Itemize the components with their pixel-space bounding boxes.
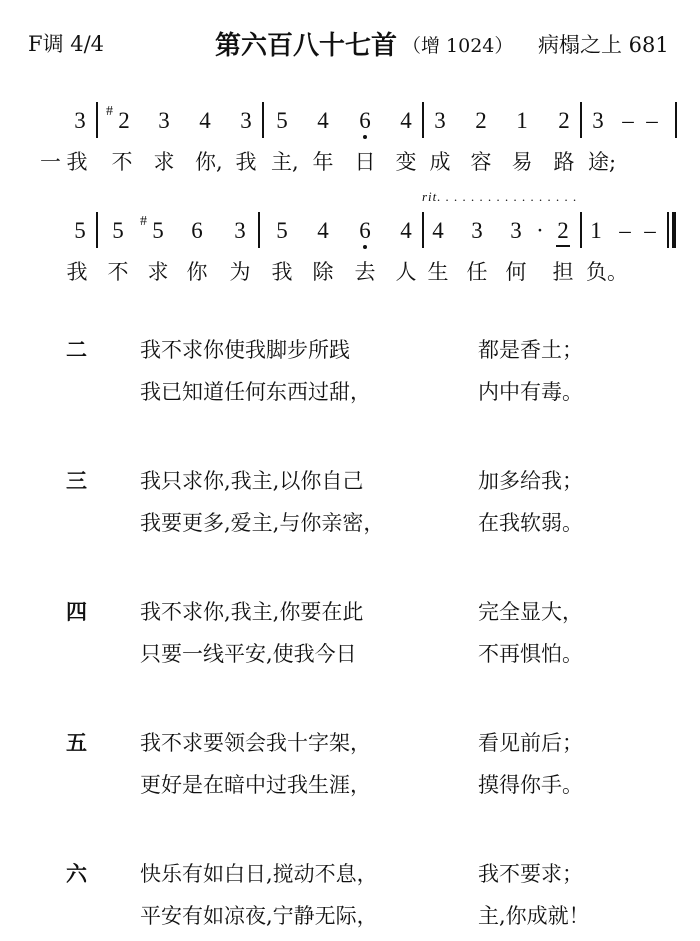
lyric: 成: [429, 150, 451, 174]
lyric: 你: [186, 260, 208, 284]
verse-line-end: 完全显大，: [478, 600, 583, 624]
barline: [675, 102, 677, 138]
final-barline-thick: [672, 212, 676, 248]
barline: [96, 212, 98, 248]
verse-line-end: 摸得你手。: [478, 773, 583, 797]
sharp-sign: #: [106, 104, 113, 119]
note: 5: [112, 218, 124, 243]
lyric: 除: [312, 260, 334, 284]
verse-line-end: 在我软弱。: [478, 511, 583, 535]
verse-line: 我要更多,爱主,与你亲密，: [140, 511, 385, 535]
lyric: 途;: [588, 150, 617, 174]
lyric: 我: [271, 260, 293, 284]
lyric: 路: [553, 150, 575, 174]
note: 3: [158, 108, 170, 133]
key-signature: F调 4/4: [28, 32, 105, 56]
lyric: 何: [505, 260, 527, 284]
verse-number: 三: [66, 468, 87, 493]
barline: [580, 102, 582, 138]
barline: [258, 212, 260, 248]
verse-line: 我不求你,我主,你要在此: [140, 600, 364, 624]
note: 3: [510, 218, 522, 243]
verse-line: 更好是在暗中过我生涯，: [140, 773, 371, 797]
note: 1: [590, 218, 602, 243]
note: 5: [276, 218, 288, 243]
note: 4: [317, 218, 329, 243]
note: 4: [400, 108, 412, 133]
verse-line-end: 都是香土；: [478, 338, 583, 362]
verse-number: 六: [66, 861, 87, 886]
note: 3: [471, 218, 483, 243]
note: 2: [118, 108, 130, 133]
verse-line: 我已知道任何东西过甜，: [140, 380, 371, 404]
note: 3: [74, 108, 86, 133]
verse-line-end: 我不要求；: [478, 862, 583, 886]
eighth-underline: [556, 245, 570, 247]
lyric: 我: [66, 260, 88, 284]
barline: [422, 212, 424, 248]
verse-line: 平安有如凉夜,宁静无际，: [140, 904, 378, 928]
note: 3: [234, 218, 246, 243]
note: 5: [152, 218, 164, 243]
ritardando-marking: rit. . . . . . . . . . . . . . . . .: [422, 189, 578, 204]
note: 2: [557, 218, 569, 243]
note: 6: [359, 218, 371, 243]
note: –: [622, 108, 634, 133]
note: 2: [475, 108, 487, 133]
note: 3: [240, 108, 252, 133]
verse-line-end: 看见前后；: [478, 731, 583, 755]
barline: [96, 102, 98, 138]
lyric: 变: [395, 150, 417, 174]
sharp-sign: #: [140, 214, 147, 229]
lyric: 年: [312, 150, 334, 174]
lyric: 不: [107, 260, 129, 284]
verse-line-end: 加多给我；: [478, 469, 583, 493]
note: –: [619, 218, 631, 243]
note: 5: [276, 108, 288, 133]
lyric: 去: [354, 260, 376, 284]
lyric: 容: [470, 150, 492, 174]
note: 3: [434, 108, 446, 133]
lyric: 任: [466, 260, 488, 284]
note: 4: [199, 108, 211, 133]
hymn-title: 第六百八十七首: [215, 31, 398, 61]
barline: [422, 102, 424, 138]
lyric: 负。: [586, 260, 628, 284]
notation-line-1: [0, 102, 700, 138]
lyric: 人: [395, 260, 417, 284]
verse-line-end: 主,你成就！: [478, 904, 590, 928]
note: –: [646, 108, 658, 133]
lower-octave-dot: [363, 245, 367, 249]
note: 5: [74, 218, 86, 243]
final-barline-thin: [667, 212, 669, 248]
lyric: 为: [229, 260, 251, 284]
verse-number: 二: [66, 337, 87, 362]
augmentation-dot: ·: [536, 218, 544, 243]
verse-line: 我不求你使我脚步所践: [140, 338, 350, 362]
note: 1: [516, 108, 528, 133]
lyric: 你,: [195, 150, 223, 174]
note: 3: [592, 108, 604, 133]
note: 4: [432, 218, 444, 243]
note: 4: [400, 218, 412, 243]
barline: [580, 212, 582, 248]
verse-line: 只要一线平安,使我今日: [140, 642, 357, 666]
note: 6: [191, 218, 203, 243]
lyric: 主,: [271, 150, 299, 174]
verse-number: 五: [66, 730, 87, 755]
hymn-category: 病榻之上 681: [538, 33, 669, 57]
note: 4: [317, 108, 329, 133]
lyric: 我: [235, 150, 257, 174]
verse-number: 四: [66, 599, 87, 624]
verse-line: 我不求要领会我十字架，: [140, 731, 371, 755]
verse-line-end: 内中有毒。: [478, 380, 583, 404]
lyrics-line-2: [0, 256, 700, 286]
lyric: 我: [66, 150, 88, 174]
lyric: 求: [147, 260, 169, 284]
note: 2: [558, 108, 570, 133]
verse-number: 一: [40, 150, 61, 174]
verse-line-end: 不再惧怕。: [478, 642, 583, 666]
barline: [262, 102, 264, 138]
lyric: 担: [552, 260, 574, 284]
lyric: 日: [354, 150, 376, 174]
hymn-header: [0, 28, 700, 68]
lyrics-line-1: [0, 146, 700, 176]
lyric: 生: [427, 260, 449, 284]
note: 6: [359, 108, 371, 133]
verse-line: 快乐有如白日,搅动不息，: [140, 862, 378, 886]
notation-line-2: [0, 212, 700, 248]
note: –: [644, 218, 656, 243]
hymn-subtitle: （增 1024）: [402, 35, 514, 57]
verse-line: 我只求你,我主,以你自己: [140, 469, 364, 493]
lower-octave-dot: [363, 135, 367, 139]
lyric: 易: [511, 150, 533, 174]
lyric: 不: [111, 150, 133, 174]
lyric: 求: [153, 150, 175, 174]
